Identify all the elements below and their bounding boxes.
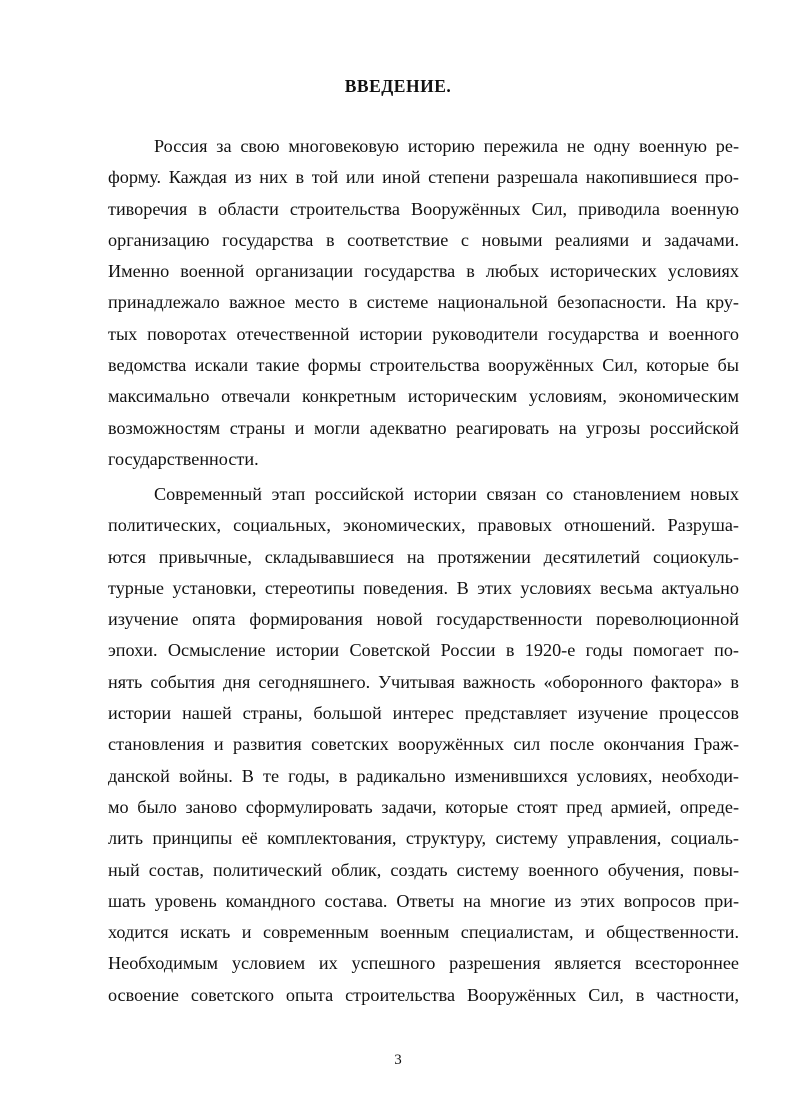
text-line: ходится искать и современным военным специалистам, и общественности.	[108, 922, 739, 943]
text-line: политических, социальных, экономических, правовых отношений. Разруша-	[108, 515, 739, 536]
paragraph-1	[108, 131, 739, 475]
text-line: возможностям страны и могли адекватно реагировать на угрозы российской	[108, 417, 739, 438]
text-line: эпохи. Осмысление истории Советской России в 1920-е годы помогает по-	[108, 640, 739, 661]
text-line: лить принципы её комплектования, структуру, систему управления, социаль-	[108, 828, 739, 849]
text-line: организацию государства в соответствие с новыми реалиями и задачами.	[108, 229, 739, 250]
text-line: ный состав, политический облик, создать систему военного обучения, повы-	[108, 859, 739, 880]
text-line: изучение опята формирования новой государственности пореволюционной	[108, 609, 739, 630]
page-number: 3	[394, 1052, 402, 1068]
text-line: принадлежало важное место в системе национальной безопасности. На кру-	[108, 292, 739, 313]
text-line: максимально отвечали конкретным историческим условиям, экономическим	[108, 386, 739, 407]
text-line: государственности.	[108, 448, 259, 469]
text-line: ются привычные, складывавшиеся на протяжении десятилетий социокуль-	[108, 546, 739, 567]
text-line: освоение советского опыта строительства Вооружённых Сил, в частности,	[108, 984, 739, 1005]
text-line: ведомства искали такие формы строительства вооружённых Сил, которые бы	[108, 355, 739, 376]
text-line: становления и развития советских вооружённых сил после окончания Граж-	[108, 734, 739, 755]
text-line: Россия за свою многовековую историю пережила не одну военную ре-	[154, 136, 739, 156]
text-line: нять события дня сегодняшнего. Учитывая важность «оборонного фактора» в	[108, 671, 739, 692]
text-line: тиворечия в области строительства Вооружённых Сил, приводила военную	[108, 198, 739, 219]
paragraph-2	[108, 479, 739, 1011]
text-line: истории нашей страны, большой интерес представляет изучение процессов	[108, 703, 739, 724]
text-line: Необходимым условием их успешного разрешения является всестороннее	[108, 953, 739, 974]
text-line: данской войны. В те годы, в радикально изменившихся условиях, необходи-	[108, 765, 739, 786]
section-title: ВВЕДЕНИЕ.	[344, 76, 452, 96]
text-line: шать уровень командного состава. Ответы на многие из этих вопросов при-	[108, 890, 739, 911]
text-line: Современный этап российской истории связан со становлением новых	[154, 484, 739, 504]
text-line: Именно военной организации государства в любых исторических условиях	[108, 261, 739, 282]
text-line: мо было заново сформулировать задачи, которые стоят пред армией, опреде-	[108, 796, 739, 817]
text-line: форму. Каждая из них в той или иной степени разрешала накопившиеся про-	[108, 167, 739, 188]
text-line: турные установки, стереотипы поведения. В этих условиях весьма актуально	[108, 577, 739, 598]
text-line: тых поворотах отечественной истории руководители государства и военного	[108, 323, 739, 344]
